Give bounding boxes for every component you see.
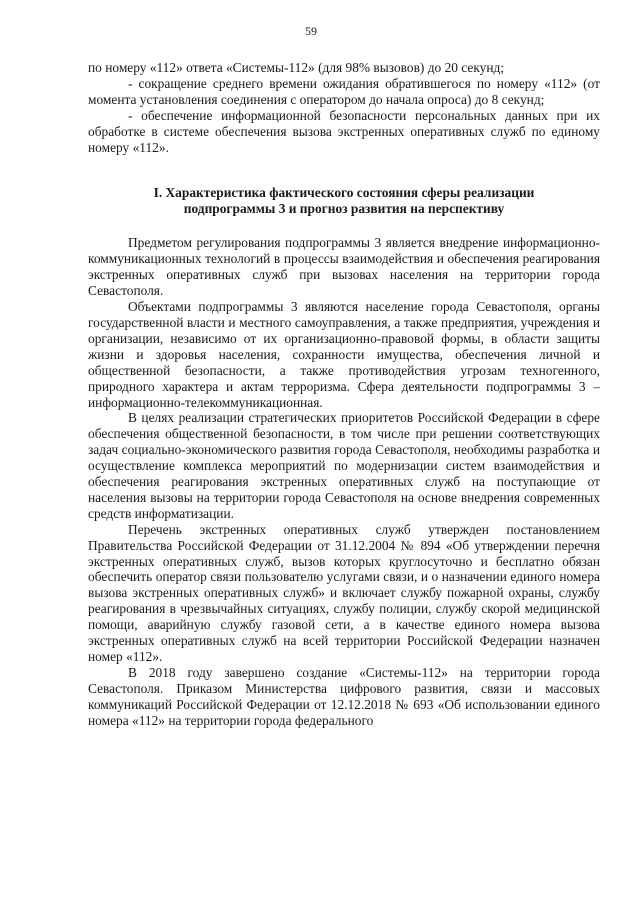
paragraph: В целях реализации стратегических приоритетов Российской Федерации в сфере обеспечения общественной безопасности, в том числе при решении соответствующих задач социально-экономического развития города Севастополя, необходимы разработка и осуществление комплекса мероприятий по модернизации систем взаимодействия и обеспечения реагирования экстренных оперативных служб на поступающие от населения вызовы на территории города Севастополя на основе внедрения современных средств информатизации. (88, 410, 600, 521)
paragraph: Предметом регулирования подпрограммы 3 является внедрение информационно-коммуникационных технологий в процессы взаимодействия и обеспечения реагирования экстренных оперативных служб при вызовах населения на территории города Севастополя. (88, 235, 600, 299)
page-number: 59 (305, 24, 317, 38)
page-content (88, 60, 600, 729)
paragraph: Объектами подпрограммы 3 являются население города Севастополя, органы государственной власти и местного самоуправления, а также предприятия, учреждения и организации, независимо от их организационно-правовой формы, в области защиты жизни и здоровья населения, сохранности имущества, обеспечения личной и общественной безопасности, а также противодействия угрозам техногенного, природного характера и актам терроризма. Сфера деятельности подпрограммы 3 – информационно-телекоммуникационная. (88, 299, 600, 410)
list-item-continuation: по номеру «112» ответа «Системы-112» (для 98% вызовов) до 20 секунд; (88, 60, 505, 75)
paragraph: В 2018 году завершено создание «Системы-112» на территории города Севастополя. Приказом Министерства цифрового развития, связи и массовых коммуникаций Российской Федерации от 12.12.2018 № 693 «Об использовании единого номера «112» на территории города федерального (88, 664, 600, 728)
section-heading (88, 185, 600, 217)
section-heading-line: I. Характеристика фактического состояния сферы реализации (153, 185, 535, 201)
paragraph: Перечень экстренных оперативных служб утвержден постановлением Правительства Российской Федерации от 31.12.2004 № 894 «Об утверждении перечня экстренных оперативных служб, вызов которых круглосуточно и бесплатно обязан обеспечить оператор связи пользователю услугами связи, и о назначении единого номера вызова экстренных оперативных служб» и включает службу пожарной охраны, службу реагирования в чрезвычайных ситуациях, службу полиции, службу скорой медицинской помощи, аварийную службу газовой сети, а в качестве единого номера вызова экстренных оперативных служб на всей территории Российской Федерации назначен номер «112». (88, 521, 600, 664)
list-item: - сокращение среднего времени ожидания обратившегося по номеру «112» (от момента установления соединения с оператором до начала опроса) до 8 секунд; (88, 75, 600, 107)
list-item: - обеспечение информационной безопасности персональных данных при их обработке в системе обеспечения вызова экстренных оперативных служб по единому номеру «112». (88, 107, 600, 155)
section-heading-line: подпрограммы 3 и прогноз развития на перспективу (183, 201, 505, 217)
